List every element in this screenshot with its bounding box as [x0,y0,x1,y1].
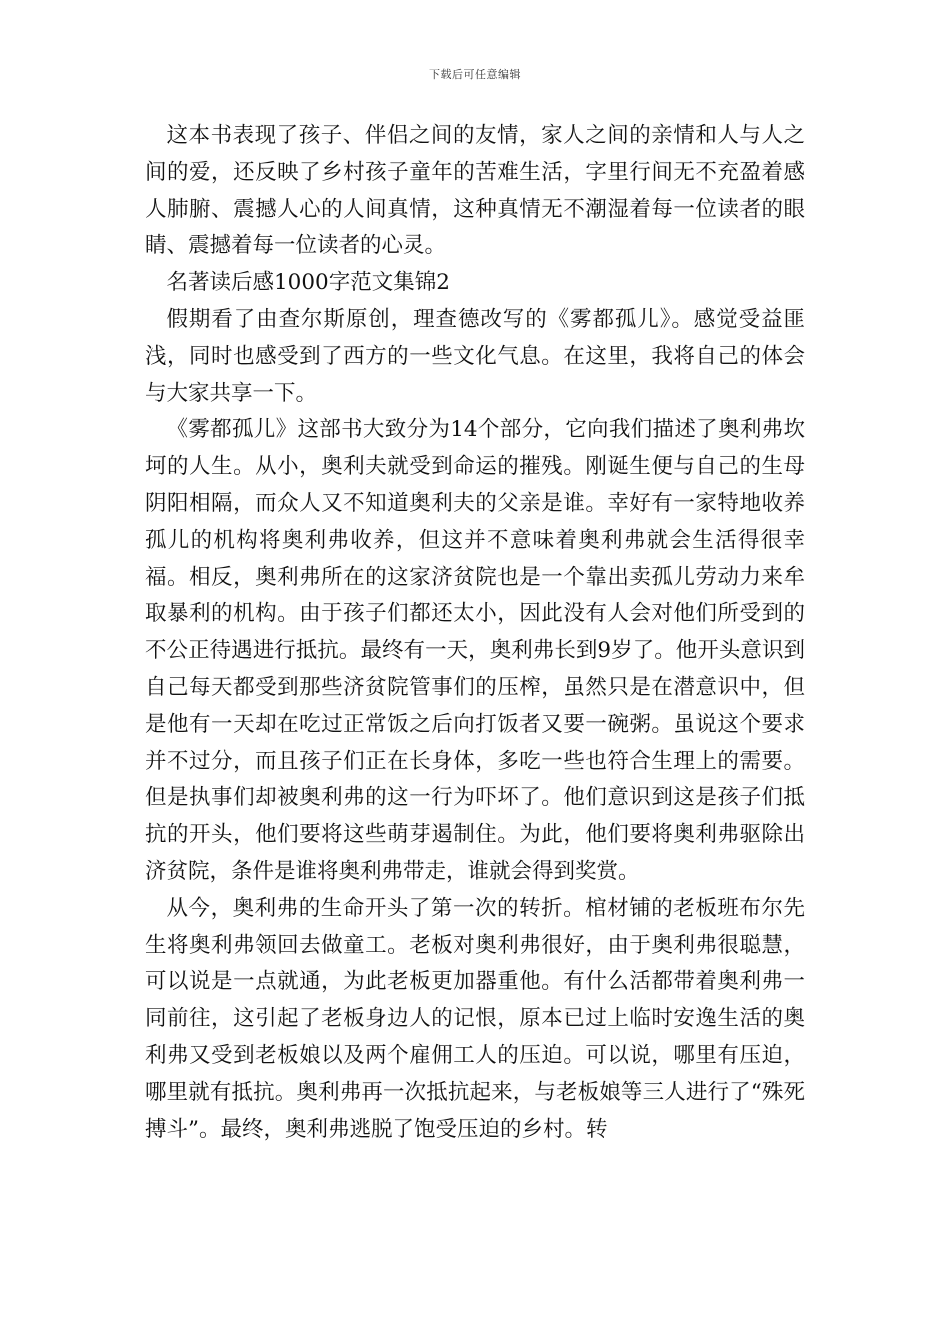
document-body [145,118,805,1148]
paragraph: 从今，奥利弗的生命开头了第一次的转折。棺材铺的老板班布尔先生将奥利弗领回去做童工。老板对奥利弗很好，由于奥利弗很聪慧，可以说是一点就通，为此老板更加器重他。有什么活都带着奥利弗一同前往，这引起了老板身边人的记恨，原本已过上临时安逸生活的奥利弗又受到老板娘以及两个雇佣工人的压迫。可以说，哪里有压迫，哪里就有抵抗。奥利弗再一次抵抗起来，与老板娘等三人进行了“殊死搏斗”。最终，奥利弗逃脱了饱受压迫的乡村。转 [145,895,805,1142]
section-heading: 名著读后感1000字范文集锦2 [166,270,450,296]
page-header: 下载后可任意编辑 [429,68,521,81]
paragraph: 假期看了由查尔斯原创，理查德改写的《雾都孤儿》。感觉受益匪浅，同时也感受到了西方的一些文化气息。在这里，我将自己的体会与大家共享一下。 [145,306,805,406]
paragraph: 《雾都孤儿》这部书大致分为14个部分，它向我们描述了奥利弗坎坷的人生。从小，奥利夫就受到命运的摧残。刚诞生便与自己的生母阴阳相隔，而众人又不知道奥利夫的父亲是谁。幸好有一家特地收养孤儿的机构将奥利弗收养，但这并不意味着奥利弗就会生活得很幸福。相反，奥利弗所在的这家济贫院也是一个靠出卖孤儿劳动力来牟取暴利的机构。由于孩子们都还太小，因此没有人会对他们所受到的不公正待遇进行抵抗。最终有一天，奥利弗长到9岁了。他开头意识到自己每天都受到那些济贫院管事们的压榨，虽然只是在潜意识中，但是他有一天却在吃过正常饭之后向打饭者又要一碗粥。虽说这个要求并不过分，而且孩子们正在长身体，多吃一些也符合生理上的需要。但是执事们却被奥利弗的这一行为吓坏了。他们意识到这是孩子们抵抗的开头，他们要将这些萌芽遏制住。为此，他们要将奥利弗驱除出济贫院，条件是谁将奥利弗带走，谁就会得到奖赏。 [145,417,805,884]
paragraph: 这本书表现了孩子、伴侣之间的友情，家人之间的亲情和人与人之间的爱，还反映了乡村孩子童年的苦难生活，字里行间无不充盈着感人肺腑、震撼人心的人间真情，这种真情无不潮湿着每一位读者的眼睛、震撼着每一位读者的心灵。 [145,123,805,259]
